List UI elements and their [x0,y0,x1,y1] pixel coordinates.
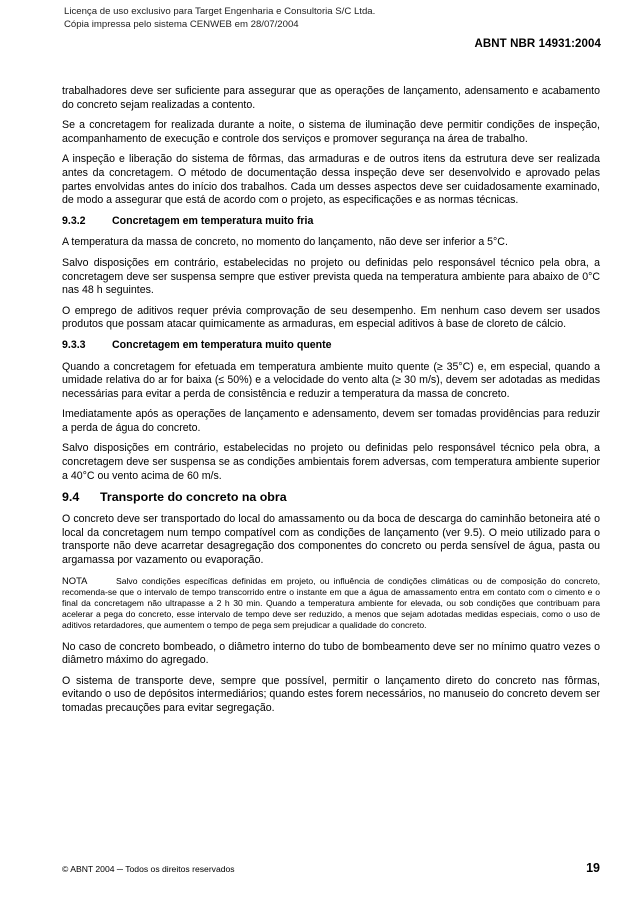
section-title: Concretagem em temperatura muito quente [112,338,332,351]
print-info-line: Cópia impressa pelo sistema CENWEB em 28/07/2004 [64,19,299,30]
paragraph: Salvo disposições em contrário, estabelecidas no projeto ou definidas pelo responsável técnico pela obra, a concretagem deve ser suspensa se as condições ambientais forem adversas, com temperatura ambiente superior a 40°C ou vento acima de 60 m/s. [62,442,600,482]
paragraph: O emprego de aditivos requer prévia comprovação de seu desempenho. Em nenhum caso devem ser usados produtos que possam atacar quimicamente as armaduras, em especial aditivos à base de cloreto de cálcio. [62,304,600,331]
paragraph: O sistema de transporte deve, sempre que possível, permitir o lançamento direto do concreto nas fôrmas, evitando o uso de depósitos intermediários; quando estes forem necessários, no manuseio do concreto devem ser tomadas precauções para evitar segregação. [62,674,600,715]
section-heading-9-3-3 [62,339,600,353]
paragraph: Se a concretagem for realizada durante a noite, o sistema de iluminação deve permitir condições de inspeção, acompanhamento de execução e controle dos serviços e promover segurança na área de trabalho. [62,119,600,145]
paragraph: A temperatura da massa de concreto, no momento do lançamento, não deve ser inferior a 5°C. [62,236,508,249]
page-content [62,85,600,723]
page-number: 19 [586,861,600,875]
note-text: Salvo condições específicas definidas em projeto, ou influência de condições climáticas ou de composição do concreto, recomenda-se que o intervalo de tempo transcorrido entre o instante em que a água de amassamento entra em contato com o cimento e o final da concretagem não ultrapasse a 2 h 30 min. Quando a temperatura ambiente for elevada, ou sob condições que contribuam para acelerar a pega do concreto, esse intervalo de tempo deve ser reduzido, a menos que sejam adotadas medidas especiais, como o uso de aditivos retardadores, que aumentem o tempo de pega sem prejudicar a qualidade do concreto. [62,575,600,631]
section-number: 9.4 [62,490,80,505]
section-number: 9.3.3 [62,338,86,351]
license-line: Licença de uso exclusivo para Target Engenharia e Consultoria S/C Ltda. [64,6,376,17]
note-block [62,575,600,632]
section-title: Concretagem em temperatura muito fria [112,214,314,227]
page-footer [62,861,600,877]
section-heading-9-3-2 [62,215,600,229]
license-notice [64,5,375,31]
paragraph: trabalhadores deve ser suficiente para assegurar que as operações de lançamento, adensamento e acabamento do concreto sejam realizadas a contento. [62,85,600,111]
section-title: Transporte do concreto na obra [100,490,287,505]
copyright-notice: © ABNT 2004 ─ Todos os direitos reservados [62,864,235,874]
section-number: 9.3.2 [62,214,86,227]
paragraph: Quando a concretagem for efetuada em temperatura ambiente muito quente (≥ 35°C) e, em especial, quando a umidade relativa do ar for baixa (≤ 50%) e a velocidade do vento alta (≥ 30 m/s), devem ser adotadas as medidas necessárias para evitar a perda de consistência e reduzir a temperatura da massa de concreto. [62,360,600,400]
paragraph: Salvo disposições em contrário, estabelecidas no projeto ou definidas pelo responsável técnico pela obra, a concretagem deve ser suspensa sempre que estiver prevista queda na temperatura ambiente para abaixo de 0°C nas 48 h seguintes. [62,256,600,297]
standard-code: ABNT NBR 14931:2004 [474,38,601,50]
section-heading-9-4 [62,490,600,505]
paragraph: No caso de concreto bombeado, o diâmetro interno do tubo de bombeamento deve ser no mínimo quatro vezes o diâmetro máximo do agregado. [62,640,600,667]
note-label: NOTA [62,574,88,586]
paragraph: A inspeção e liberação do sistema de fôrmas, das armaduras e de outros itens da estrutura deve ser realizada antes da concretagem. O método de documentação dessa inspeção deve ser desenvolvido e aprovado pelas partes envolvidas antes do início dos trabalhos. Cada um desses aspectos deve ser cuidadosamente examinado, de modo a assegurar que está de acordo com o projeto, as especificações e as normas técnicas. [62,153,600,207]
paragraph: O concreto deve ser transportado do local do amassamento ou da boca de descarga do caminhão betoneira até o local da concretagem num tempo compatível com as condições de lançamento (ver 9.5). O meio utilizado para o transporte não deve acarretar desagregação dos componentes do concreto ou perda sensível de água, pasta ou argamassa por vazamento ou evaporação. [62,513,600,567]
paragraph: Imediatamente após as operações de lançamento e adensamento, devem ser tomadas providências para reduzir a perda de água do concreto. [62,408,600,434]
